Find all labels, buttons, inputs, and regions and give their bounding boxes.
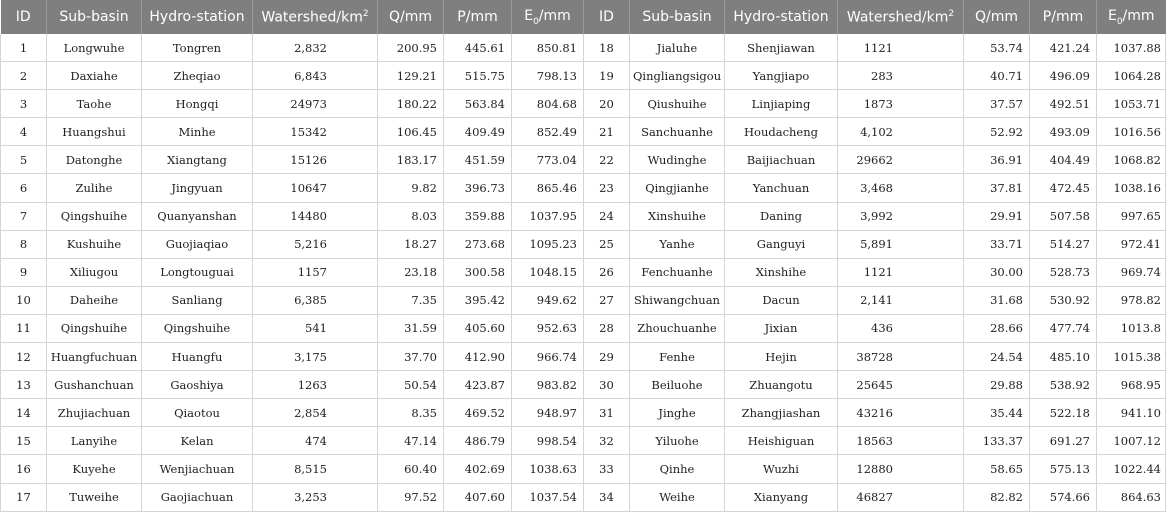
cell-p: 485.10 xyxy=(1030,343,1097,371)
cell-sub-basin: Shiwangchuan xyxy=(630,286,725,314)
cell-p: 507.58 xyxy=(1030,202,1097,230)
cell-p: 575.13 xyxy=(1030,455,1097,483)
table-body xyxy=(1,34,1166,511)
cell-e0: 978.82 xyxy=(1097,286,1166,314)
cell-watershed: 43216 xyxy=(838,399,964,427)
cell-hydro-station: Zheqiao xyxy=(142,62,253,90)
cell-q: 52.92 xyxy=(964,118,1030,146)
cell-sub-basin: Datonghe xyxy=(47,146,142,174)
cell-watershed: 25645 xyxy=(838,371,964,399)
cell-id: 32 xyxy=(584,427,630,455)
cell-q: 183.17 xyxy=(378,146,444,174)
cell-sub-basin: Zulihe xyxy=(47,174,142,202)
cell-hydro-station: Zhangjiashan xyxy=(725,399,838,427)
cell-sub-basin: Qingshuihe xyxy=(47,202,142,230)
table-row xyxy=(1,399,1166,427)
cell-id: 3 xyxy=(1,90,47,118)
cell-watershed: 18563 xyxy=(838,427,964,455)
cell-watershed: 1263 xyxy=(253,371,378,399)
cell-q: 23.18 xyxy=(378,258,444,286)
cell-watershed: 1121 xyxy=(838,34,964,62)
header-id: ID xyxy=(1,0,47,34)
header-sub-basin: Sub-basin xyxy=(47,0,142,34)
cell-q: 31.59 xyxy=(378,314,444,342)
cell-e0: 1013.8 xyxy=(1097,314,1166,342)
cell-q: 60.40 xyxy=(378,455,444,483)
cell-watershed: 38728 xyxy=(838,343,964,371)
cell-id: 21 xyxy=(584,118,630,146)
cell-hydro-station: Xianyang xyxy=(725,483,838,511)
cell-id: 6 xyxy=(1,174,47,202)
cell-sub-basin: Wudinghe xyxy=(630,146,725,174)
cell-watershed: 10647 xyxy=(253,174,378,202)
cell-watershed: 15342 xyxy=(253,118,378,146)
cell-watershed: 436 xyxy=(838,314,964,342)
cell-id: 30 xyxy=(584,371,630,399)
cell-id: 29 xyxy=(584,343,630,371)
header-p: P/mm xyxy=(1030,0,1097,34)
cell-e0: 1038.63 xyxy=(512,455,584,483)
cell-id: 8 xyxy=(1,230,47,258)
cell-e0: 852.49 xyxy=(512,118,584,146)
cell-p: 492.51 xyxy=(1030,90,1097,118)
cell-q: 8.35 xyxy=(378,399,444,427)
cell-watershed: 3,253 xyxy=(253,483,378,511)
cell-hydro-station: Sanliang xyxy=(142,286,253,314)
table-row xyxy=(1,118,1166,146)
cell-p: 486.79 xyxy=(444,427,512,455)
cell-id: 34 xyxy=(584,483,630,511)
cell-e0: 1068.82 xyxy=(1097,146,1166,174)
cell-watershed: 3,175 xyxy=(253,343,378,371)
cell-id: 18 xyxy=(584,34,630,62)
cell-hydro-station: Qiaotou xyxy=(142,399,253,427)
cell-sub-basin: Taohe xyxy=(47,90,142,118)
cell-watershed: 541 xyxy=(253,314,378,342)
cell-id: 33 xyxy=(584,455,630,483)
cell-q: 24.54 xyxy=(964,343,1030,371)
table-row xyxy=(1,90,1166,118)
cell-watershed: 3,992 xyxy=(838,202,964,230)
cell-e0: 968.95 xyxy=(1097,371,1166,399)
cell-hydro-station: Linjiaping xyxy=(725,90,838,118)
cell-p: 300.58 xyxy=(444,258,512,286)
cell-hydro-station: Ganguyi xyxy=(725,230,838,258)
cell-sub-basin: Kuyehe xyxy=(47,455,142,483)
cell-hydro-station: Minhe xyxy=(142,118,253,146)
cell-e0: 941.10 xyxy=(1097,399,1166,427)
cell-q: 36.91 xyxy=(964,146,1030,174)
cell-q: 37.81 xyxy=(964,174,1030,202)
cell-hydro-station: Kelan xyxy=(142,427,253,455)
cell-e0: 1038.16 xyxy=(1097,174,1166,202)
cell-q: 50.54 xyxy=(378,371,444,399)
cell-q: 7.35 xyxy=(378,286,444,314)
table-row xyxy=(1,314,1166,342)
cell-p: 472.45 xyxy=(1030,174,1097,202)
cell-id: 4 xyxy=(1,118,47,146)
cell-q: 37.70 xyxy=(378,343,444,371)
cell-e0: 948.97 xyxy=(512,399,584,427)
cell-sub-basin: Yanhe xyxy=(630,230,725,258)
cell-sub-basin: Qinhe xyxy=(630,455,725,483)
table-row xyxy=(1,174,1166,202)
cell-hydro-station: Yangjiapo xyxy=(725,62,838,90)
cell-hydro-station: Zhuangotu xyxy=(725,371,838,399)
header-q: Q/mm xyxy=(964,0,1030,34)
cell-watershed: 24973 xyxy=(253,90,378,118)
cell-e0: 983.82 xyxy=(512,371,584,399)
cell-p: 407.60 xyxy=(444,483,512,511)
cell-hydro-station: Xiangtang xyxy=(142,146,253,174)
cell-e0: 972.41 xyxy=(1097,230,1166,258)
cell-hydro-station: Jingyuan xyxy=(142,174,253,202)
cell-p: 396.73 xyxy=(444,174,512,202)
cell-id: 19 xyxy=(584,62,630,90)
cell-p: 445.61 xyxy=(444,34,512,62)
cell-sub-basin: Tuweihe xyxy=(47,483,142,511)
table-row xyxy=(1,34,1166,62)
cell-q: 18.27 xyxy=(378,230,444,258)
cell-q: 129.21 xyxy=(378,62,444,90)
cell-p: 402.69 xyxy=(444,455,512,483)
cell-e0: 1064.28 xyxy=(1097,62,1166,90)
cell-p: 477.74 xyxy=(1030,314,1097,342)
table-row xyxy=(1,146,1166,174)
cell-q: 133.37 xyxy=(964,427,1030,455)
cell-e0: 1015.38 xyxy=(1097,343,1166,371)
cell-p: 405.60 xyxy=(444,314,512,342)
table-row xyxy=(1,202,1166,230)
cell-hydro-station: Tongren xyxy=(142,34,253,62)
cell-q: 82.82 xyxy=(964,483,1030,511)
cell-hydro-station: Yanchuan xyxy=(725,174,838,202)
cell-watershed: 1157 xyxy=(253,258,378,286)
cell-watershed: 2,854 xyxy=(253,399,378,427)
header-p: P/mm xyxy=(444,0,512,34)
cell-sub-basin: Jinghe xyxy=(630,399,725,427)
cell-watershed: 1121 xyxy=(838,258,964,286)
cell-q: 29.88 xyxy=(964,371,1030,399)
cell-id: 23 xyxy=(584,174,630,202)
cell-hydro-station: Huangfu xyxy=(142,343,253,371)
cell-watershed: 5,891 xyxy=(838,230,964,258)
cell-hydro-station: Gaoshiya xyxy=(142,371,253,399)
cell-e0: 949.62 xyxy=(512,286,584,314)
cell-e0: 773.04 xyxy=(512,146,584,174)
cell-p: 514.27 xyxy=(1030,230,1097,258)
header-watershed: Watershed/$km^2$ xyxy=(253,0,378,34)
cell-hydro-station: Qingshuihe xyxy=(142,314,253,342)
cell-id: 17 xyxy=(1,483,47,511)
cell-id: 26 xyxy=(584,258,630,286)
cell-sub-basin: Qingliangsigou xyxy=(630,62,725,90)
cell-q: 28.66 xyxy=(964,314,1030,342)
cell-p: 409.49 xyxy=(444,118,512,146)
cell-id: 25 xyxy=(584,230,630,258)
cell-sub-basin: Zhujiachuan xyxy=(47,399,142,427)
cell-id: 2 xyxy=(1,62,47,90)
cell-q: 30.00 xyxy=(964,258,1030,286)
cell-p: 493.09 xyxy=(1030,118,1097,146)
cell-e0: 997.65 xyxy=(1097,202,1166,230)
cell-watershed: 5,216 xyxy=(253,230,378,258)
cell-e0: 966.74 xyxy=(512,343,584,371)
cell-p: 515.75 xyxy=(444,62,512,90)
cell-q: 8.03 xyxy=(378,202,444,230)
cell-e0: 952.63 xyxy=(512,314,584,342)
cell-p: 273.68 xyxy=(444,230,512,258)
cell-e0: 1053.71 xyxy=(1097,90,1166,118)
cell-sub-basin: Jialuhe xyxy=(630,34,725,62)
cell-q: 53.74 xyxy=(964,34,1030,62)
table-row xyxy=(1,371,1166,399)
cell-p: 538.92 xyxy=(1030,371,1097,399)
cell-e0: 865.46 xyxy=(512,174,584,202)
cell-p: 423.87 xyxy=(444,371,512,399)
cell-watershed: 3,468 xyxy=(838,174,964,202)
table-row xyxy=(1,258,1166,286)
cell-e0: 998.54 xyxy=(512,427,584,455)
cell-id: 5 xyxy=(1,146,47,174)
table-row xyxy=(1,455,1166,483)
cell-q: 58.65 xyxy=(964,455,1030,483)
cell-hydro-station: Xinshihe xyxy=(725,258,838,286)
cell-hydro-station: Wenjiachuan xyxy=(142,455,253,483)
cell-sub-basin: Longwuhe xyxy=(47,34,142,62)
cell-sub-basin: Huangshui xyxy=(47,118,142,146)
cell-id: 13 xyxy=(1,371,47,399)
header-watershed: Watershed/$km^2$ xyxy=(838,0,964,34)
cell-sub-basin: Beiluohe xyxy=(630,371,725,399)
cell-id: 11 xyxy=(1,314,47,342)
cell-sub-basin: Yiluohe xyxy=(630,427,725,455)
cell-p: 404.49 xyxy=(1030,146,1097,174)
table-row xyxy=(1,286,1166,314)
cell-q: 37.57 xyxy=(964,90,1030,118)
cell-hydro-station: Heishiguan xyxy=(725,427,838,455)
cell-q: 31.68 xyxy=(964,286,1030,314)
cell-watershed: 1873 xyxy=(838,90,964,118)
cell-hydro-station: Dacun xyxy=(725,286,838,314)
cell-p: 691.27 xyxy=(1030,427,1097,455)
cell-id: 20 xyxy=(584,90,630,118)
header-row xyxy=(1,0,1166,34)
header-sub-basin: Sub-basin xyxy=(630,0,725,34)
cell-hydro-station: Quanyanshan xyxy=(142,202,253,230)
cell-sub-basin: Weihe xyxy=(630,483,725,511)
cell-sub-basin: Lanyihe xyxy=(47,427,142,455)
cell-sub-basin: Qiushuihe xyxy=(630,90,725,118)
cell-sub-basin: Kushuihe xyxy=(47,230,142,258)
cell-sub-basin: Sanchuanhe xyxy=(630,118,725,146)
cell-sub-basin: Fenchuanhe xyxy=(630,258,725,286)
cell-sub-basin: Fenhe xyxy=(630,343,725,371)
cell-sub-basin: Huangfuchuan xyxy=(47,343,142,371)
cell-hydro-station: Baijiachuan xyxy=(725,146,838,174)
cell-id: 27 xyxy=(584,286,630,314)
cell-sub-basin: Qingshuihe xyxy=(47,314,142,342)
cell-sub-basin: Qingjianhe xyxy=(630,174,725,202)
cell-e0: 1048.15 xyxy=(512,258,584,286)
table-row xyxy=(1,427,1166,455)
cell-id: 12 xyxy=(1,343,47,371)
cell-hydro-station: Daning xyxy=(725,202,838,230)
cell-hydro-station: Gaojiachuan xyxy=(142,483,253,511)
cell-id: 15 xyxy=(1,427,47,455)
cell-watershed: 6,843 xyxy=(253,62,378,90)
cell-sub-basin: Zhouchuanhe xyxy=(630,314,725,342)
cell-sub-basin: Xiliugou xyxy=(47,258,142,286)
cell-id: 7 xyxy=(1,202,47,230)
cell-q: 97.52 xyxy=(378,483,444,511)
cell-p: 451.59 xyxy=(444,146,512,174)
cell-q: 200.95 xyxy=(378,34,444,62)
cell-hydro-station: Shenjiawan xyxy=(725,34,838,62)
header-e0: $E_0/mm$ xyxy=(512,0,584,34)
cell-id: 1 xyxy=(1,34,47,62)
cell-e0: 864.63 xyxy=(1097,483,1166,511)
cell-q: 33.71 xyxy=(964,230,1030,258)
cell-e0: 850.81 xyxy=(512,34,584,62)
cell-sub-basin: Xinshuihe xyxy=(630,202,725,230)
cell-q: 106.45 xyxy=(378,118,444,146)
cell-id: 28 xyxy=(584,314,630,342)
cell-q: 180.22 xyxy=(378,90,444,118)
cell-p: 563.84 xyxy=(444,90,512,118)
cell-hydro-station: Guojiaqiao xyxy=(142,230,253,258)
cell-hydro-station: Houdacheng xyxy=(725,118,838,146)
cell-hydro-station: Jixian xyxy=(725,314,838,342)
cell-watershed: 14480 xyxy=(253,202,378,230)
cell-id: 22 xyxy=(584,146,630,174)
cell-id: 9 xyxy=(1,258,47,286)
cell-hydro-station: Wuzhi xyxy=(725,455,838,483)
cell-id: 24 xyxy=(584,202,630,230)
cell-id: 31 xyxy=(584,399,630,427)
cell-e0: 1037.54 xyxy=(512,483,584,511)
header-e0: $E_0/mm$ xyxy=(1097,0,1166,34)
cell-q: 47.14 xyxy=(378,427,444,455)
cell-p: 574.66 xyxy=(1030,483,1097,511)
cell-id: 14 xyxy=(1,399,47,427)
header-id: ID xyxy=(584,0,630,34)
cell-sub-basin: Daheihe xyxy=(47,286,142,314)
cell-hydro-station: Hongqi xyxy=(142,90,253,118)
header-hydro-station: Hydro-station xyxy=(142,0,253,34)
cell-watershed: 12880 xyxy=(838,455,964,483)
cell-e0: 804.68 xyxy=(512,90,584,118)
cell-e0: 1095.23 xyxy=(512,230,584,258)
cell-p: 412.90 xyxy=(444,343,512,371)
table-row xyxy=(1,483,1166,511)
table-row xyxy=(1,230,1166,258)
cell-watershed: 15126 xyxy=(253,146,378,174)
cell-e0: 1016.56 xyxy=(1097,118,1166,146)
cell-p: 522.18 xyxy=(1030,399,1097,427)
cell-watershed: 2,832 xyxy=(253,34,378,62)
cell-q: 35.44 xyxy=(964,399,1030,427)
cell-e0: 798.13 xyxy=(512,62,584,90)
header-hydro-station: Hydro-station xyxy=(725,0,838,34)
cell-e0: 969.74 xyxy=(1097,258,1166,286)
table-row xyxy=(1,62,1166,90)
cell-id: 16 xyxy=(1,455,47,483)
cell-q: 29.91 xyxy=(964,202,1030,230)
cell-e0: 1037.88 xyxy=(1097,34,1166,62)
cell-watershed: 2,141 xyxy=(838,286,964,314)
cell-watershed: 6,385 xyxy=(253,286,378,314)
cell-watershed: 46827 xyxy=(838,483,964,511)
cell-hydro-station: Longtouguai xyxy=(142,258,253,286)
cell-p: 530.92 xyxy=(1030,286,1097,314)
cell-p: 496.09 xyxy=(1030,62,1097,90)
cell-p: 421.24 xyxy=(1030,34,1097,62)
cell-p: 469.52 xyxy=(444,399,512,427)
cell-p: 395.42 xyxy=(444,286,512,314)
cell-p: 359.88 xyxy=(444,202,512,230)
cell-watershed: 4,102 xyxy=(838,118,964,146)
cell-e0: 1037.95 xyxy=(512,202,584,230)
table-row xyxy=(1,343,1166,371)
cell-e0: 1007.12 xyxy=(1097,427,1166,455)
cell-watershed: 8,515 xyxy=(253,455,378,483)
cell-q: 40.71 xyxy=(964,62,1030,90)
cell-watershed: 474 xyxy=(253,427,378,455)
cell-sub-basin: Daxiahe xyxy=(47,62,142,90)
cell-p: 528.73 xyxy=(1030,258,1097,286)
cell-watershed: 29662 xyxy=(838,146,964,174)
cell-e0: 1022.44 xyxy=(1097,455,1166,483)
cell-id: 10 xyxy=(1,286,47,314)
cell-hydro-station: Hejin xyxy=(725,343,838,371)
header-q: Q/mm xyxy=(378,0,444,34)
cell-q: 9.82 xyxy=(378,174,444,202)
cell-sub-basin: Gushanchuan xyxy=(47,371,142,399)
cell-watershed: 283 xyxy=(838,62,964,90)
